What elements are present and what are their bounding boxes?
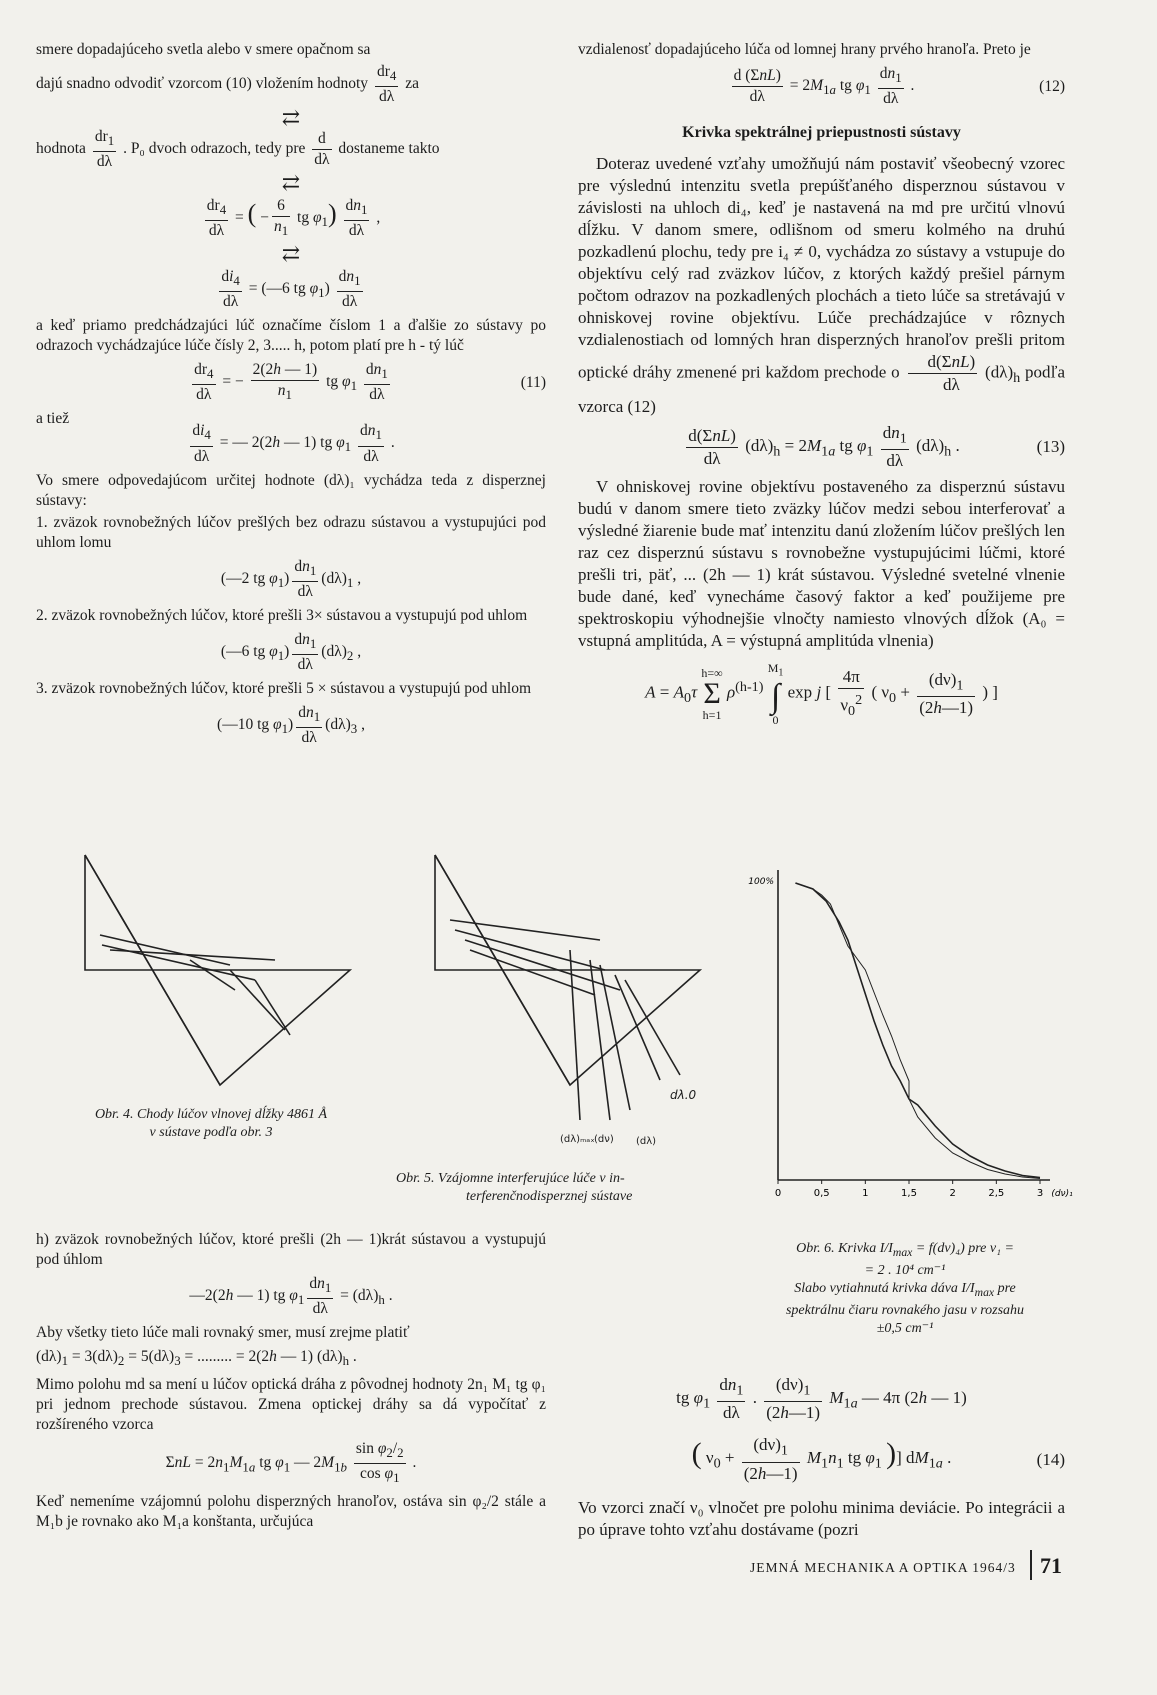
x-tick-label: 0 [774,1188,782,1199]
equation-di4: $\frac{di_4}{d\lambda}$ = (—6 tg $\varphi_1$) $\frac{dn_1}{d\lambda}$ [221,268,361,311]
equation-bundle-h: —2(2h — 1) tg $\varphi_1$ $\frac{dn_1}{d\lambda}$ = $(d\lambda)_h$ . [189,1275,393,1318]
arrow-symbol: ⇄ [281,241,301,267]
series-line-2 [795,883,1040,1179]
figure-4-caption [46,1106,376,1142]
footer-divider [1030,1550,1032,1580]
fig5-label-dl0: dλ.0 [670,1088,697,1102]
a-tiez-text: a tiež [36,410,70,428]
figure-6-caption-line-4: spektrálnu čiaru rovnakého jasu v rozsahu [785,1302,1025,1318]
fraction: $\frac{dr_1}{d\lambda}$ [94,128,115,171]
left-para-3b: . P₀ dvoch odrazoch, tedy pre [123,140,306,158]
left-para-11: Mimo polohu md sa mení u lúčov optická dráha z pôvodnej hodnoty 2n₁ M₁ tg φ₁ pri jednom prechode sústavou. Zmena optickej dráhy sa dá vypočítať z rozšíreného vzorca [36,1376,546,1434]
left-para-7: 2. zväzok rovnobežných lúčov, ktoré prešli 3× sústavou a vystupujú pod uhlom [36,606,528,624]
equation-number: (12) [1039,77,1065,95]
left-para-3 [36,127,546,172]
right-para-2-text: Doteraz uvedené vzťahy umožňujú nám postaviť všeobecný vzorec pre výslednú intenzitu svetla prepúšťaného disperznou sústavou v závislosti na uhloch di₄, keď je nastavená na md pre určitú vlnovú dĺžku. V danom smere, odlišnom od smeru kolmého na druhú pozkadlenú plochu, tedy pre i₄ ≠ 0, vychádza zo sústavy a vstupuje do objektívu celý rad zväzkov lúčov, z ktorých každý prešiel párnym počtom odrazov na pozkadlených plochách a tieto lúče sa stretávajú v ohniskovej rovine objektívu. Lúče prechádzajúce v rôznych vzdialenostiach od lomných hran disperzných hranoľov prešli pritom optické dráhy zmenené pri každom prechode o [578,154,1065,382]
arrow-symbol: ⇄ [281,105,301,131]
equation-14-line-2: ( $\nu_0$ + $\frac{(d\nu)_1}{(2h—1)}$ $M_1n_1$ tg $\varphi_1$ )] $dM_{1a}$ . (14) [691,1435,1065,1483]
right-column [578,40,1065,730]
fraction: $\frac{dr_4}{d\lambda}$ [376,63,397,106]
figure-4-caption-line-1: Obr. 4. Chody lúčov vlnovej dĺžky 4861 Å [94,1107,328,1122]
equation-12: $\frac{\text{d (ΣnL)}}{d\lambda}$ = $2M_{1a}$ tg $\varphi_1$ $\frac{dn_1}{d\lambda}$ . (12) [733,65,1065,108]
x-axis-label: (dν)₁ [1051,1189,1073,1199]
left-para-8: 3. zväzok rovnobežných lúčov, ktoré prešli 5 × sústavou a vystupujú pod uhlom [36,679,532,697]
left-para-3c: dostaneme takto [338,140,440,158]
equation-number: (11) [520,373,546,391]
fig5-label-dlmax: (dλ)ₘₐₓ [560,1134,595,1145]
left-para-1: smere dopadajúceho svetla alebo v smere opačnom sa [36,41,371,58]
fig5-label-dnu: (dν) [594,1134,614,1145]
fig5-label-dl: (dλ) [636,1136,657,1147]
right-para-2-end: podľa vzorca (12) [578,362,1065,417]
figure-4-prism-diagram [80,850,370,1100]
series-line-1 [795,883,1040,1178]
x-tick-label: 2 [949,1188,956,1199]
left-column-lower [36,1230,546,1534]
equation-bundle-3: (—10 tg $\varphi_1$) $\frac{dn_1}{d\lambda}$ $(d\lambda)_3$ , [217,703,365,746]
equation-14-line-1: tg $\varphi_1$ $\frac{dn_1}{d\lambda}$ . $\frac{(d\nu)_1}{(2h—1)}$ $M_{1a}$ — 4π (2h — 1) [676,1375,967,1423]
left-para-3a: hodnota [36,140,86,158]
equation-amplitude: $A = A_0\tau$ h=∞ Σ h=1 $\rho^{(h-1)}$ $M_1$ ∫ 0 exp j [ $\frac{4\pi}{\nu_0^2}$ ( $\nu_0$ + $\frac{(d\nu)_1}{(2h—1)}$ ) ] [645,661,998,727]
caption-sub: max [892,1245,913,1259]
left-para-12: Keď nemeníme vzájomnú polohu disperzných hranoľov, ostáva sin φ₂/2 stále a M₁b je rovnako ako M₁a konštanta, určujúca [36,1493,546,1531]
left-para-2-text: dajú snadno odvodiť vzorcom (10) vložením hodnoty [36,75,369,93]
figure-6-caption-line-2: = 2 . 10⁴ cm⁻¹ [864,1262,946,1278]
chart-series [795,883,1040,1179]
x-tick-label: 0,5 [813,1188,830,1199]
x-tick-label: 3 [1036,1188,1044,1199]
equation-dr4: $\frac{dr_4}{d\lambda}$ = ( − $\frac{6}{n_1}$ tg $\varphi_1$) $\frac{dn_1}{d\lambda}$ , [206,197,381,240]
right-para-1: vzdialenosť dopadajúceho lúča od lomnej hrany prvého hranoľa. Preto je [578,41,1031,58]
left-para-4: a keď priamo predchádzajúci lúč označíme číslom 1 a ďalšie zo sústavy po odrazoch vychádzajúce lúče čísly 2, 3..... h, potom platí pre h - tý lúč [36,317,546,355]
equation-number: (14) [1036,1449,1065,1469]
page-number: 71 [1040,1553,1062,1578]
left-para-5: Vo smere odpovedajúcom určitej hodnote (dλ)₁ vychádza teda z disperznej sústavy: [36,471,546,509]
equation-bundle-2: (—6 tg $\varphi_1$) $\frac{dn_1}{d\lambda}$ $(d\lambda)_2$ , [220,630,362,673]
x-tick-label: 1,5 [901,1188,917,1199]
right-column-lower [578,1370,1065,1543]
figure-6-caption-line-5: ±0,5 cm⁻¹ [876,1320,934,1336]
equation-bundle-1: (—2 tg $\varphi_1$) $\frac{dn_1}{d\lambda}$ $(d\lambda)_1$ , [220,557,362,600]
section-heading: Krivka spektrálnej priepustnosti sústavy [682,124,961,142]
left-para-10: Aby všetky tieto lúče mali rovnaký smer, musí zrejme platiť [36,1324,410,1342]
left-para-2-tail: za [405,75,419,93]
figure-5-caption-line-2: terferenčnodisperznej sústave [466,1189,633,1204]
figure-6-caption-line-1 [740,1240,1070,1262]
figure-6-caption-line-3 [740,1280,1070,1302]
left-column [36,40,546,752]
equation-13: $\frac{\text{d(ΣnL)}}{d\lambda}$ $(d\lambda)_h = 2M_{1a}$ tg $\varphi_1$ $\frac{dn_1}{d\lambda}$ $(d\lambda)_h$ . (13) [688,423,1065,471]
left-para-6: 1. zväzok rovnobežných lúčov prešlých bez odrazu sústavou a vystupujúci pod uhlom lomu [36,513,546,551]
equation-di4-h: $\frac{di_4}{d\lambda}$ = — 2(2h — 1) tg $\varphi_1$ $\frac{dn_1}{d\lambda}$ . [192,422,395,465]
equation-equal-directions: $(d\lambda)_1 = 3(d\lambda)_2 = 5(d\lambda)_3$ = ......... = 2(2h — 1) $(d\lambda)_h$ . [36,1348,357,1369]
x-tick-label: 2,5 [988,1188,1005,1199]
y-tick-label: 100% [748,877,774,887]
chart-axes [778,870,1050,1180]
fraction: $\frac{d}{d\lambda}$ [314,130,330,169]
figure-6-caption [740,1240,1070,1338]
caption-part: Slabo vytiahnutá krivka dáva I/I [794,1280,975,1296]
caption-sub: max [974,1285,995,1299]
left-para-9: h) zväzok rovnobežných lúčov, ktoré prešli (2h — 1)krát sústavou a vystupujú pod úhlom [36,1231,546,1268]
right-para-3: V ohniskovej rovine objektívu postaveného za disperznú sústavu budú v danom smere tieto zväzky lúčov medzi sebou interferovať a výsledné žiarenie bude mať intenzitu danú zložením lúčov prešlých len raz cez disperznú sústavu s rovnobežne vystupujúcimi lúčmi, ktoré prešli tri, päť, ... (2h — 1) krát sústavou. Výsledné svetelné vlnenie bude dané, keď vynecháme časový faktor a keď použijeme pre spektroskopiu výhodnejšie vlnočty namiesto vlnových dĺžok (A₀ = vstupná amplitúda, A = výstupná amplitúda vlnenia) [578,477,1065,651]
journal-footer: JEMNÁ MECHANIKA A OPTIKA 1964/3 [750,1560,1016,1575]
equation-number: (13) [1036,437,1065,457]
equation-11: $\frac{dr_4}{d\lambda}$ = − $\frac{2(2h — 1)}{n_1}$ tg $\varphi_1$ $\frac{dn_1}{d\lambda}$ (11) [194,361,546,404]
caption-part: pre [994,1280,1016,1296]
chart-ticks [748,877,1073,1199]
left-para-2 [36,62,546,107]
figure-6-chart [748,860,1073,1215]
right-para-4: Vo vzorci značí ν₀ vlnočet pre polohu minima deviácie. Po integrácii a po úprave tohto vzťahu dostávame (pozri [578,1497,1065,1539]
equation-sum-nL: $\Sigma nL = 2n_1M_{1a}$ tg $\varphi_1$ — $2M_{1b}$ $\frac{\sin \varphi_2/_2}{\cos \varphi_1}$ . [165,1440,417,1486]
right-para-2: Doteraz uvedené vzťahy umožňujú nám postaviť všeobecný vzorec pre výslednú intenzitu svetla prepúšťaného disperznou sústavou v závislosti na uhloch di₄, keď je nastavená na md pre určitú vlnovú dĺžku. V danom smere, odlišnom od smeru kolmého na druhú pozkadlenú plochu, tedy pre i₄ ≠ 0, vychádza zo sústavy a vstupuje do objektívu celý rad zväzkov lúčov, z ktorých každý prešiel párnym počtom odrazov na pozkadlených plochách a tieto lúče sa stretávajú v ohniskovej rovine objektívu. Lúče prechádzajúce v rôznych vzdialenostiach od lomných hran disperzných hranoľov prešli pritom optické dráhy zmenené pri každom prechode o $\frac{\text{d(ΣnL)}}{d\lambda}$ $(d\lambda)_h$ podľa vzorca (12) [578,154,1065,417]
figure-5-caption-line-1: Obr. 5. Vzájomne interferujúce lúče v in- [396,1171,625,1186]
figure-4-caption-line-2: v sústave podľa obr. 3 [149,1125,273,1140]
arrow-symbol: ⇄ [281,170,301,196]
figure-5-caption [396,1170,726,1206]
figure-5-interference-diagram [430,850,710,1140]
x-tick-label: 1 [862,1188,869,1199]
caption-part: Obr. 6. Krivka I/I [796,1241,893,1256]
caption-part: = f(dν)₄) pre ν₁ = [912,1241,1014,1256]
